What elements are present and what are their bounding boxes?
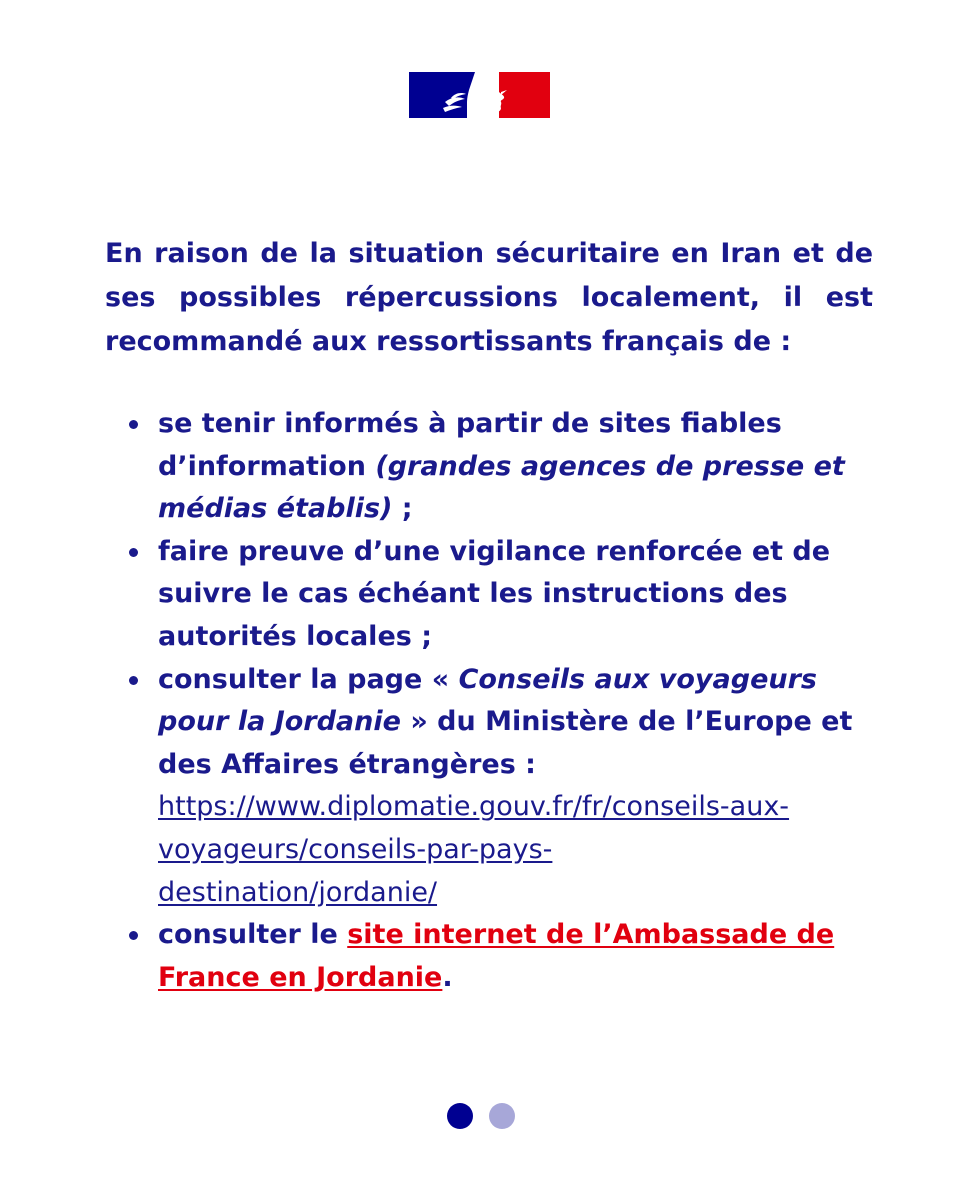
intro-paragraph: En raison de la situation sécuritaire en Iran et de ses possibles répercussions localement, il est recommandé aux ressortissants français de : (105, 238, 873, 357)
list-item (158, 659, 868, 915)
carousel-pager (447, 1103, 517, 1129)
bullet-4-end: . (442, 961, 453, 993)
recommendations-list (158, 403, 868, 999)
bullet-dot-icon (129, 931, 138, 940)
url-line-3: destination/jordanie/ (158, 876, 438, 908)
pager-dot-inactive[interactable] (489, 1103, 515, 1129)
pager-dot-active[interactable] (447, 1103, 473, 1129)
bullet-4-pre: consulter le (158, 919, 348, 951)
list-item (158, 531, 868, 659)
url-line-1: https://www.diplomatie.gouv.fr/fr/conseils-aux- (158, 791, 790, 823)
bullet-3-post: » du Ministère de l’Europe et des Affaires étrangères : (158, 706, 853, 780)
diplomatie-url-link[interactable] (158, 791, 789, 907)
url-line-2: voyageurs/conseils-par-pays- (158, 833, 553, 865)
bullet-1-italic: (grandes agences de presse et médias établis) (158, 450, 845, 525)
list-item (158, 403, 868, 531)
bullet-1-end: ; (392, 493, 413, 525)
bullet-dot-icon (129, 420, 138, 429)
bullet-3-italic: Conseils aux voyageurs pour la Jordanie (158, 663, 817, 738)
bullet-dot-icon (129, 548, 138, 557)
bullet-1-text: se tenir informés à partir de sites fiables d’information (158, 408, 782, 482)
bullet-2-text: faire preuve d’une vigilance renforcée et de suivre le cas échéant les instructions des autorités locales ; (158, 535, 831, 652)
bullet-3-pre: consulter la page « (158, 663, 459, 695)
marianne-logo-icon (409, 72, 550, 118)
list-item (158, 914, 868, 999)
bullet-dot-icon (129, 676, 138, 685)
embassy-website-link[interactable]: site internet de l’Ambassade de France en Jordanie (158, 919, 835, 993)
